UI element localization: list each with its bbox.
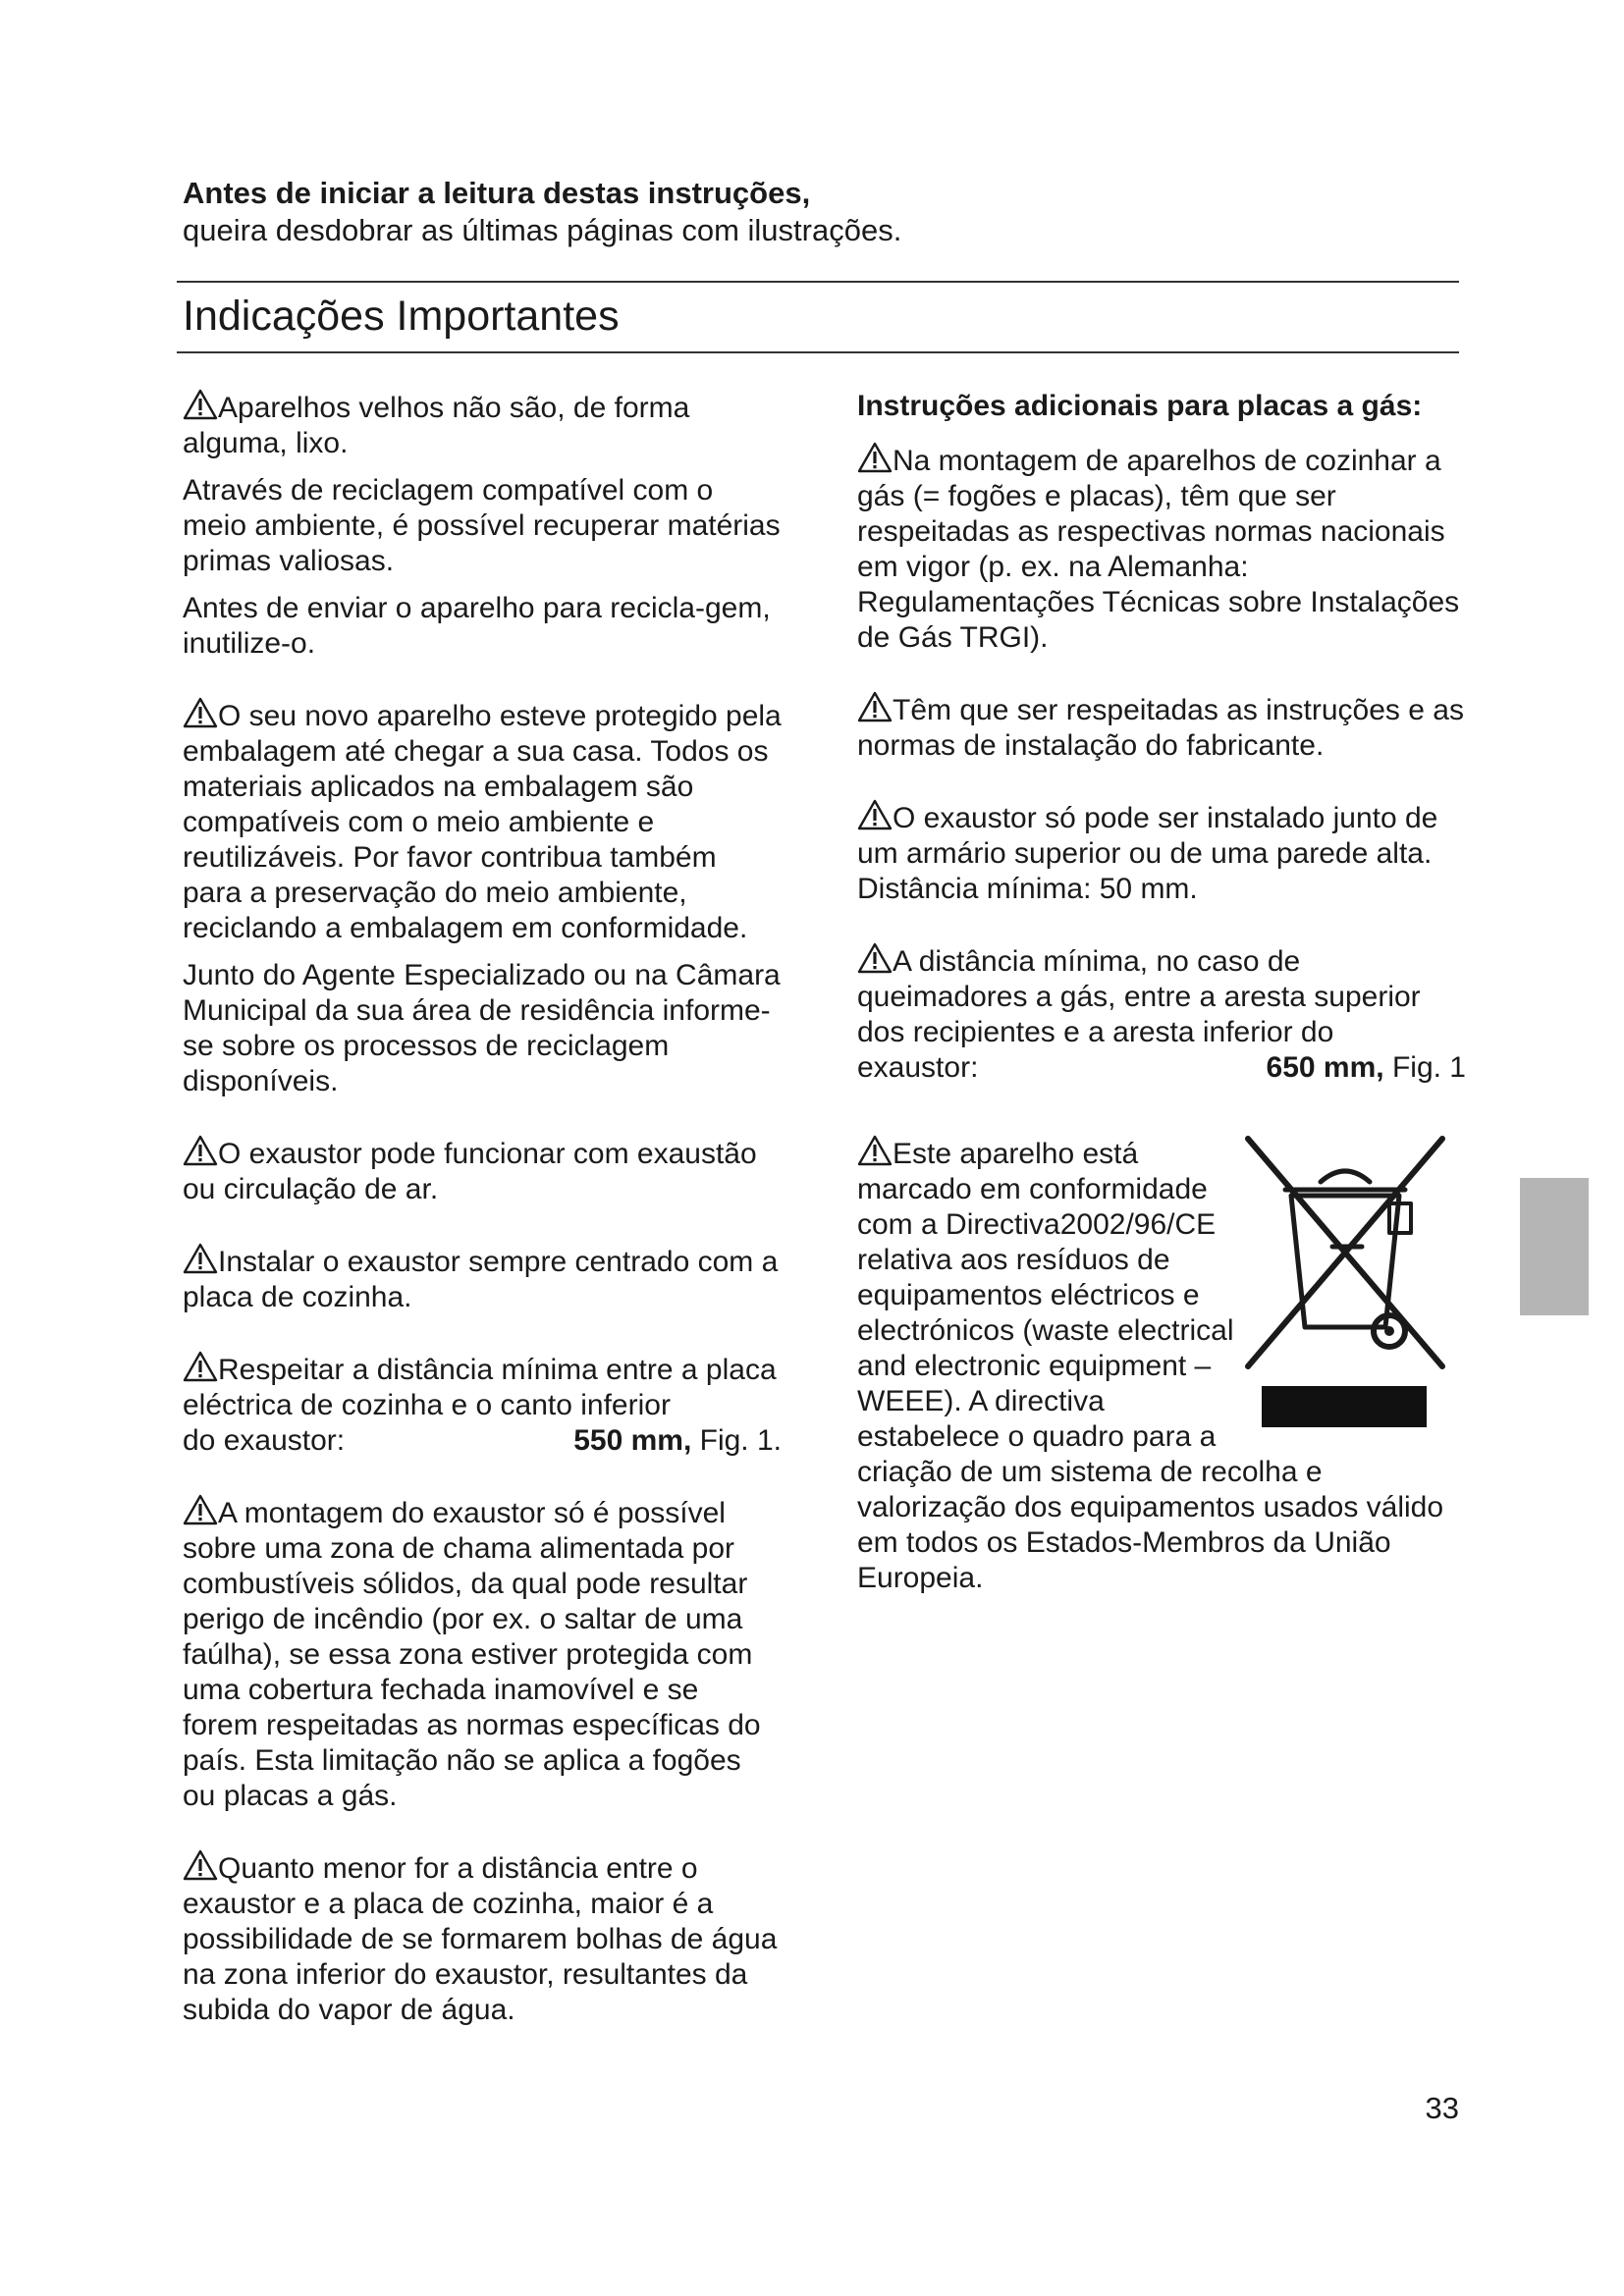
text-old-appliances: Aparelhos velhos não são, de forma alguma, lixo. <box>183 392 690 459</box>
gas-subheading: Instruções adicionais para placas a gás: <box>857 390 1423 422</box>
section-tab-marker <box>1520 1178 1589 1315</box>
weee-block <box>857 1135 1466 1635</box>
text-operation-mode: O exaustor pode funcionar com exaustão ou circulação de ar. <box>183 1138 757 1205</box>
block-electric-distance <box>183 1351 782 1459</box>
text-cabinet: O exaustor só pode ser instalado junto de um armário superior ou de uma parede alta. Distância mínima: 50 mm. <box>857 802 1438 905</box>
text-centered: Instalar o exaustor sempre centrado com a placa de cozinha. <box>183 1246 779 1313</box>
page-title: Indicações Importantes <box>183 293 620 340</box>
warning-icon <box>857 942 893 974</box>
electric-distance-row <box>183 1423 782 1459</box>
electric-distance-label: do exaustor: <box>183 1424 346 1457</box>
text-agent: Junto do Agente Especializado ou na Câmara Municipal da sua área de residência informe-se sobre os processos de reciclagem disponíveis. <box>183 959 781 1097</box>
warning-icon <box>183 1351 218 1382</box>
text-weee-cont: criação de um sistema de recolha e valorização dos equipamentos usados válido em todos os Estados-Membros da União Europeia. <box>857 1456 1444 1594</box>
weee-black-bar <box>1262 1386 1427 1427</box>
block-operation-mode <box>183 1135 782 1207</box>
block-old-appliances <box>183 389 782 662</box>
warning-icon <box>183 1243 218 1274</box>
warning-icon <box>857 799 893 830</box>
electric-distance-value: 550 mm, <box>573 1424 692 1457</box>
text-solid-fuel: A montagem do exaustor só é possível sobre uma zona de chama alimentada por combustíveis sólidos, da qual pode resultar perigo de incêndio (por ex. o saltar de uma faúlha), se essa zona estiver protegida com uma cobertura fechada inamovível e se forem respeitadas as normas específicas do país. Esta limitação não se aplica a fogões ou placas a gás. <box>183 1497 761 1812</box>
warning-icon <box>857 1135 893 1166</box>
gas-distance-label: exaustor: <box>857 1051 979 1084</box>
block-gas-norms <box>857 442 1466 656</box>
block-gas-distance <box>857 942 1466 1086</box>
block-packaging <box>183 697 782 1099</box>
text-manufacturer: Têm que ser respeitadas as instruções e as normas de instalação do fabricante. <box>857 694 1464 762</box>
crossed-out-bin-icon <box>1242 1135 1448 1390</box>
text-gas-distance: A distância mínima, no caso de queimadores a gás, entre a aresta superior dos recipientes e a aresta inferior do <box>857 945 1421 1048</box>
text-condensation: Quanto menor for a distância entre o exaustor e a placa de cozinha, maior é a possibilidade de se formarem bolhas de água na zona inferior do exaustor, resultantes da subida do vapor de água. <box>183 1852 778 2026</box>
text-electric-distance: Respeitar a distância mínima entre a placa eléctrica de cozinha e o canto inferior <box>183 1354 777 1421</box>
gas-distance-value: 650 mm, <box>1266 1051 1384 1084</box>
text-disable-before: Antes de enviar o aparelho para recicla-gem, inutilize-o. <box>183 592 771 660</box>
warning-icon <box>183 1135 218 1166</box>
electric-distance-fig: Fig. 1. <box>691 1424 782 1457</box>
intro-line: queira desdobrar as últimas páginas com ilustrações. <box>183 213 902 247</box>
block-centered <box>183 1243 782 1315</box>
intro <box>183 175 1459 249</box>
intro-bold-line: Antes de iniciar a leitura destas instruções, <box>183 176 811 210</box>
gas-distance-row <box>857 1050 1466 1086</box>
text-gas-norms: Na montagem de aparelhos de cozinhar a gás (= fogões e placas), têm que ser respeitadas as respectivas normas nacionais em vigor (p. ex. na Alemanha: Regulamentações Técnicas sobre Instalações de Gás TRGI). <box>857 445 1460 654</box>
text-packaging: O seu novo aparelho esteve protegido pela embalagem até chegar a sua casa. Todos os materiais aplicados na embalagem são compatíveis com o meio ambiente e reutilizáveis. Por favor contribua também para a preservação do meio ambiente, reciclando a embalagem em conformidade. <box>183 700 782 944</box>
page-number: 33 <box>1425 2091 1459 2125</box>
warning-icon <box>183 389 218 420</box>
top-rule <box>177 281 1459 283</box>
right-column <box>857 389 1466 1635</box>
warning-icon <box>857 442 893 473</box>
text-recycling: Através de reciclagem compatível com o meio ambiente, é possível recuperar matérias primas valiosas. <box>183 474 781 577</box>
block-condensation <box>183 1849 782 2028</box>
block-manufacturer <box>857 691 1466 764</box>
warning-icon <box>183 1494 218 1525</box>
left-column <box>183 389 782 2063</box>
block-solid-fuel <box>183 1494 782 1814</box>
gas-distance-fig: Fig. 1 <box>1383 1051 1466 1084</box>
warning-icon <box>857 691 893 722</box>
title-rule <box>177 351 1459 353</box>
warning-icon <box>183 697 218 728</box>
text-weee: Este aparelho está marcado em conformidade com a Directiva2002/96/CE relativa aos resíduos de equipamentos eléctricos e electrónicos (waste electrical and electronic equipment – WEEE). A directiva estabelece o quadro para a <box>857 1138 1234 1453</box>
warning-icon <box>183 1849 218 1881</box>
block-cabinet <box>857 799 1466 907</box>
